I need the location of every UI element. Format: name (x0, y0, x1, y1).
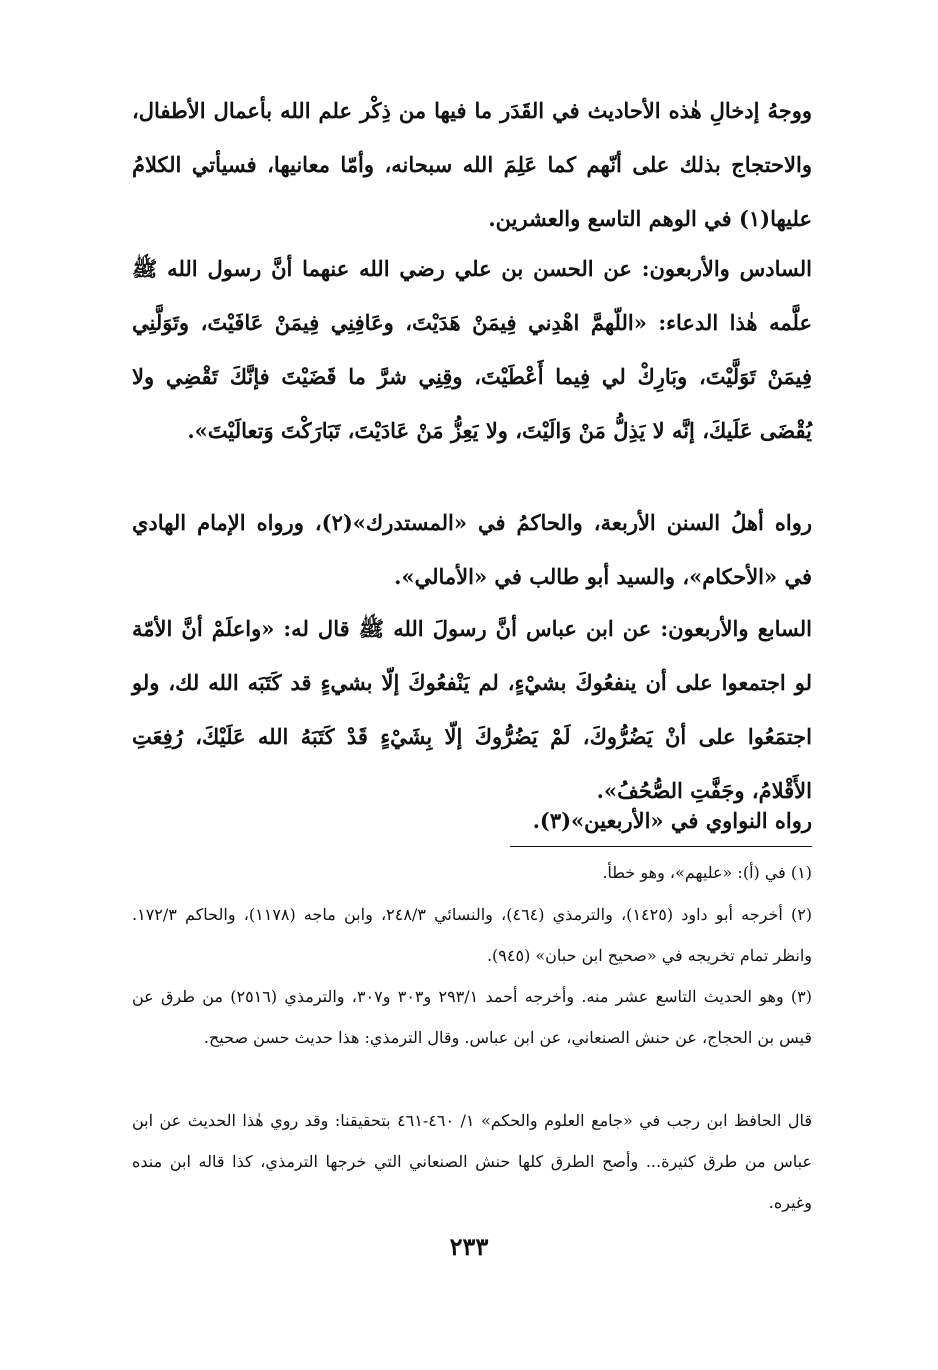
paragraph-hadith-46: السادس والأربعون: عن الحسن بن علي رضي الله عنهما أنَّ رسول الله ﷺ علَّمه هٰذا الدعاء: «اللّهمَّ اهْدِني فِيمَنْ هَدَيْتَ، وعَافِنِي فِيمَنْ عَافَيْتَ، وتَوَلَّنِي فِيمَنْ تَوَلَّيْتَ، وبَارِكْ لي فِيما أَعْطَيْتَ، وقِنِي شرَّ ما قَضَيْتَ فإنَّكَ تَقْضِي ولا يُقْضَى عَلَيكَ، إنَّه لا يَذِلُّ مَنْ وَالَيْتَ، ولا يَعِزُّ مَنْ عَادَيْتَ، تَبَارَكْتَ وَتعالَيْتَ». (132, 256, 812, 443)
paragraph-hadith-46-source: رواه أهلُ السنن الأربعة، والحاكمُ في «المستدرك»(٢)، ورواه الإمام الهادي في «الأحكام»، والسيد أبو طالب في «الأمالي». (132, 510, 813, 589)
footnote-2: (٢) أخرجه أبو داود (١٤٢٥)، والترمذي (٤٦٤)، والنسائي ٢٤٨/٣، وابن ماجه (١١٧٨)، والحاكم ١٧٢/٣. وانظر تمام تخريجه في «صحيح ابن حبان» (٩٤٥). (132, 905, 813, 965)
footnote-3: (٣) وهو الحديث التاسع عشر منه. وأخرجه أحمد ٢٩٣/١ و٣٠٣ و٣٠٧، والترمذي (٢٥١٦) من طرق عن قيس بن الحجاج، عن حنش الصنعاني، عن ابن عباس. وقال الترمذي: هذا حديث حسن صحيح. (132, 987, 813, 1047)
footnote-1: (١) في (أ): «عليهم»، وهو خطأ. (602, 863, 812, 882)
paragraph-intro: ووجهُ إدخالِ هٰذه الأحاديث في القَدَر ما فيها من ذِكْر علم الله بأعمال الأطفال، والاحتجاج بذلك على أنّهم كما عَلِمَ الله سبحانه، وأمّا معانيها، فسيأتي الكلامُ عليها(١) في الوهم التاسع والعشرين. (132, 98, 812, 231)
footnote-divider (510, 846, 812, 847)
footnote-3-continued: قال الحافظ ابن رجب في «جامع العلوم والحكم» ١/ ٤٦٠-٤٦١ بتحقيقنا: وقد روي هٰذا الحديث عن ابن عباس من طرق كثيرة... وأصح الطرق كلها حنش الصنعاني التي خرجها الترمذي، كذا قاله ابن منده وغيره. (132, 1111, 812, 1212)
paragraph-hadith-47-source: رواه النواوي في «الأربعين»(٣). (532, 808, 812, 833)
page-number: ٢٣٣ (449, 1232, 489, 1261)
paragraph-hadith-47: السابع والأربعون: عن ابن عباس أنَّ رسولَ الله ﷺ قال له: «واعلَمْ أنَّ الأمّة لو اجتمعوا على أن ينفعُوكَ بشيْءٍ، لم يَنْفعُوكَ إلّا بشيءٍ قد كَتَبَه الله لك، ولو اجتمَعُوا على أنْ يَضُرُّوكَ، لَمْ يَضُرُّوكَ إلّا بِشَيْءٍ قَدْ كَتَبَهُ الله عَلَيْكَ، رُفِعَتِ الأَقْلامُ، وجَفَّتِ الصُّحُفُ». (132, 616, 812, 803)
